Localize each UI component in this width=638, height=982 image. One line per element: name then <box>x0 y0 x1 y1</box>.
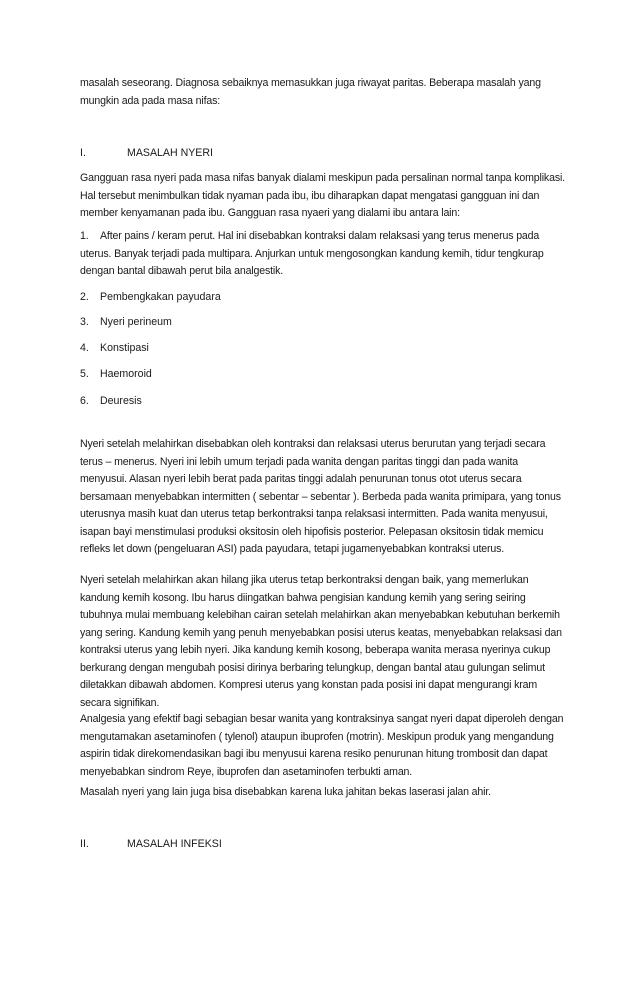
list-item-number: 6. <box>80 395 89 407</box>
section-title-2: MASALAH INFEKSI <box>127 838 222 850</box>
list-item-text: Haemoroid <box>100 368 152 380</box>
section-number-2: II. <box>80 838 89 850</box>
intro-paragraph: masalah seseorang. Diagnosa sebaiknya memasukkan juga riwayat paritas. Beberapa masalah yang mungkin ada pada masa nifas: <box>80 77 541 107</box>
list-item-1 <box>80 228 565 281</box>
section-heading-1 <box>80 145 213 162</box>
list-item-3 <box>80 314 172 331</box>
list-item-text: Deuresis <box>100 395 142 407</box>
list-item-text: Pembengkakan payudara <box>100 291 221 303</box>
section1-paragraph-3: Nyeri setelah melahirkan akan hilang jika uterus tetap berkontraksi dengan baik, yang memerlukan kandung kemih kosong. Ibu harus diingatkan bahwa pengisian kandung kemih yang sering seiring tubuhnya mulai membuang kelebihan cairan setelah melahirkan akan menyebabkan kebutuhan berkemih yang sering. Kandung kemih yang penuh menyebabkan posisi uterus keatas, menyebabkan relaksasi dan kontraksi uterus yang lebih nyeri. Jika kandung kemih kosong, beberapa wanita merasa nyerinya cukup berkurang dengan mengubah posisi dirinya berbaring telungkup, dengan bantal atau gulungan selimut diletakkan dibawah abdomen. Kompresi uterus yang konstan pada posisi ini dapat mengurangi kram secara signifikan. <box>80 574 562 709</box>
list-item-number: 5. <box>80 368 89 380</box>
list-item-4 <box>80 340 149 357</box>
list-item-6 <box>80 393 142 410</box>
section1-paragraph-5: Masalah nyeri yang lain juga bisa disebabkan karena luka jahitan bekas laserasi jalan ahir. <box>80 786 491 798</box>
list-item-2 <box>80 289 221 306</box>
section-heading-2 <box>80 836 222 853</box>
list-item-text: After pains / keram perut. Hal ini disebabkan kontraksi dalam relaksasi yang terus menerus pada uterus. Banyak terjadi pada multipara. Anjurkan untuk mengosongkan kandung kemih, tidur tengkurap dengan bantal dibawah perut bila analgestik. <box>80 230 544 277</box>
section-title-1: MASALAH NYERI <box>127 147 213 159</box>
list-item-text: Nyeri perineum <box>100 316 172 328</box>
section1-paragraph-2: Nyeri setelah melahirkan disebabkan oleh kontraksi dan relaksasi uterus berurutan yang terjadi secara terus – menerus. Nyeri ini lebih umum terjadi pada wanita dengan paritas tinggi dan pada wanita menyusui. Alasan nyeri lebih berat pada paritas tinggi adalah penurunan tonus otot uterus secara bersamaan menyebabkan intermitten ( sebentar – sebentar ). Berbeda pada wanita primipara, yang tonus uterusnya masih kuat dan uterus tetap berkontraksi tanpa relaksasi intermitten. Pada wanita menyusui, isapan bayi menstimulasi produksi oksitosin oleh hipofisis posterior. Pelepasan oksitosin tidak memicu refleks let down (pengeluaran ASI) pada payudara, tetapi jugamenyebabkan kontraksi uterus. <box>80 438 561 555</box>
list-item-number: 1. <box>80 230 89 242</box>
section1-paragraph-4: Analgesia yang efektif bagi sebagian besar wanita yang kontraksinya sangat nyeri dapat diperoleh dengan mengutamakan asetaminofen ( tylenol) ataupun ibuprofen (motrin). Meskipun produk yang mengandung aspirin tidak direkomendasikan bagi ibu menyusui karena resiko penurunan hitung trombosit dan dapat menyebabkan sindrom Reye, ibuprofen dan asetaminofen terbukti aman. <box>80 713 564 778</box>
list-item-text: Konstipasi <box>100 342 149 354</box>
list-item-number: 2. <box>80 291 89 303</box>
section-number-1: I. <box>80 147 86 159</box>
section1-paragraph-1: Gangguan rasa nyeri pada masa nifas banyak dialami meskipun pada persalinan normal tanpa komplikasi. Hal tersebut menimbulkan tidak nyaman pada ibu, ibu diharapkan dapat mengatasi gangguan ini dan member kenyamanan pada ibu. Gangguan rasa nyaeri yang dialami ibu antara lain: <box>80 172 565 219</box>
list-item-number: 4. <box>80 342 89 354</box>
list-item-5 <box>80 366 152 383</box>
list-item-number: 3. <box>80 316 89 328</box>
